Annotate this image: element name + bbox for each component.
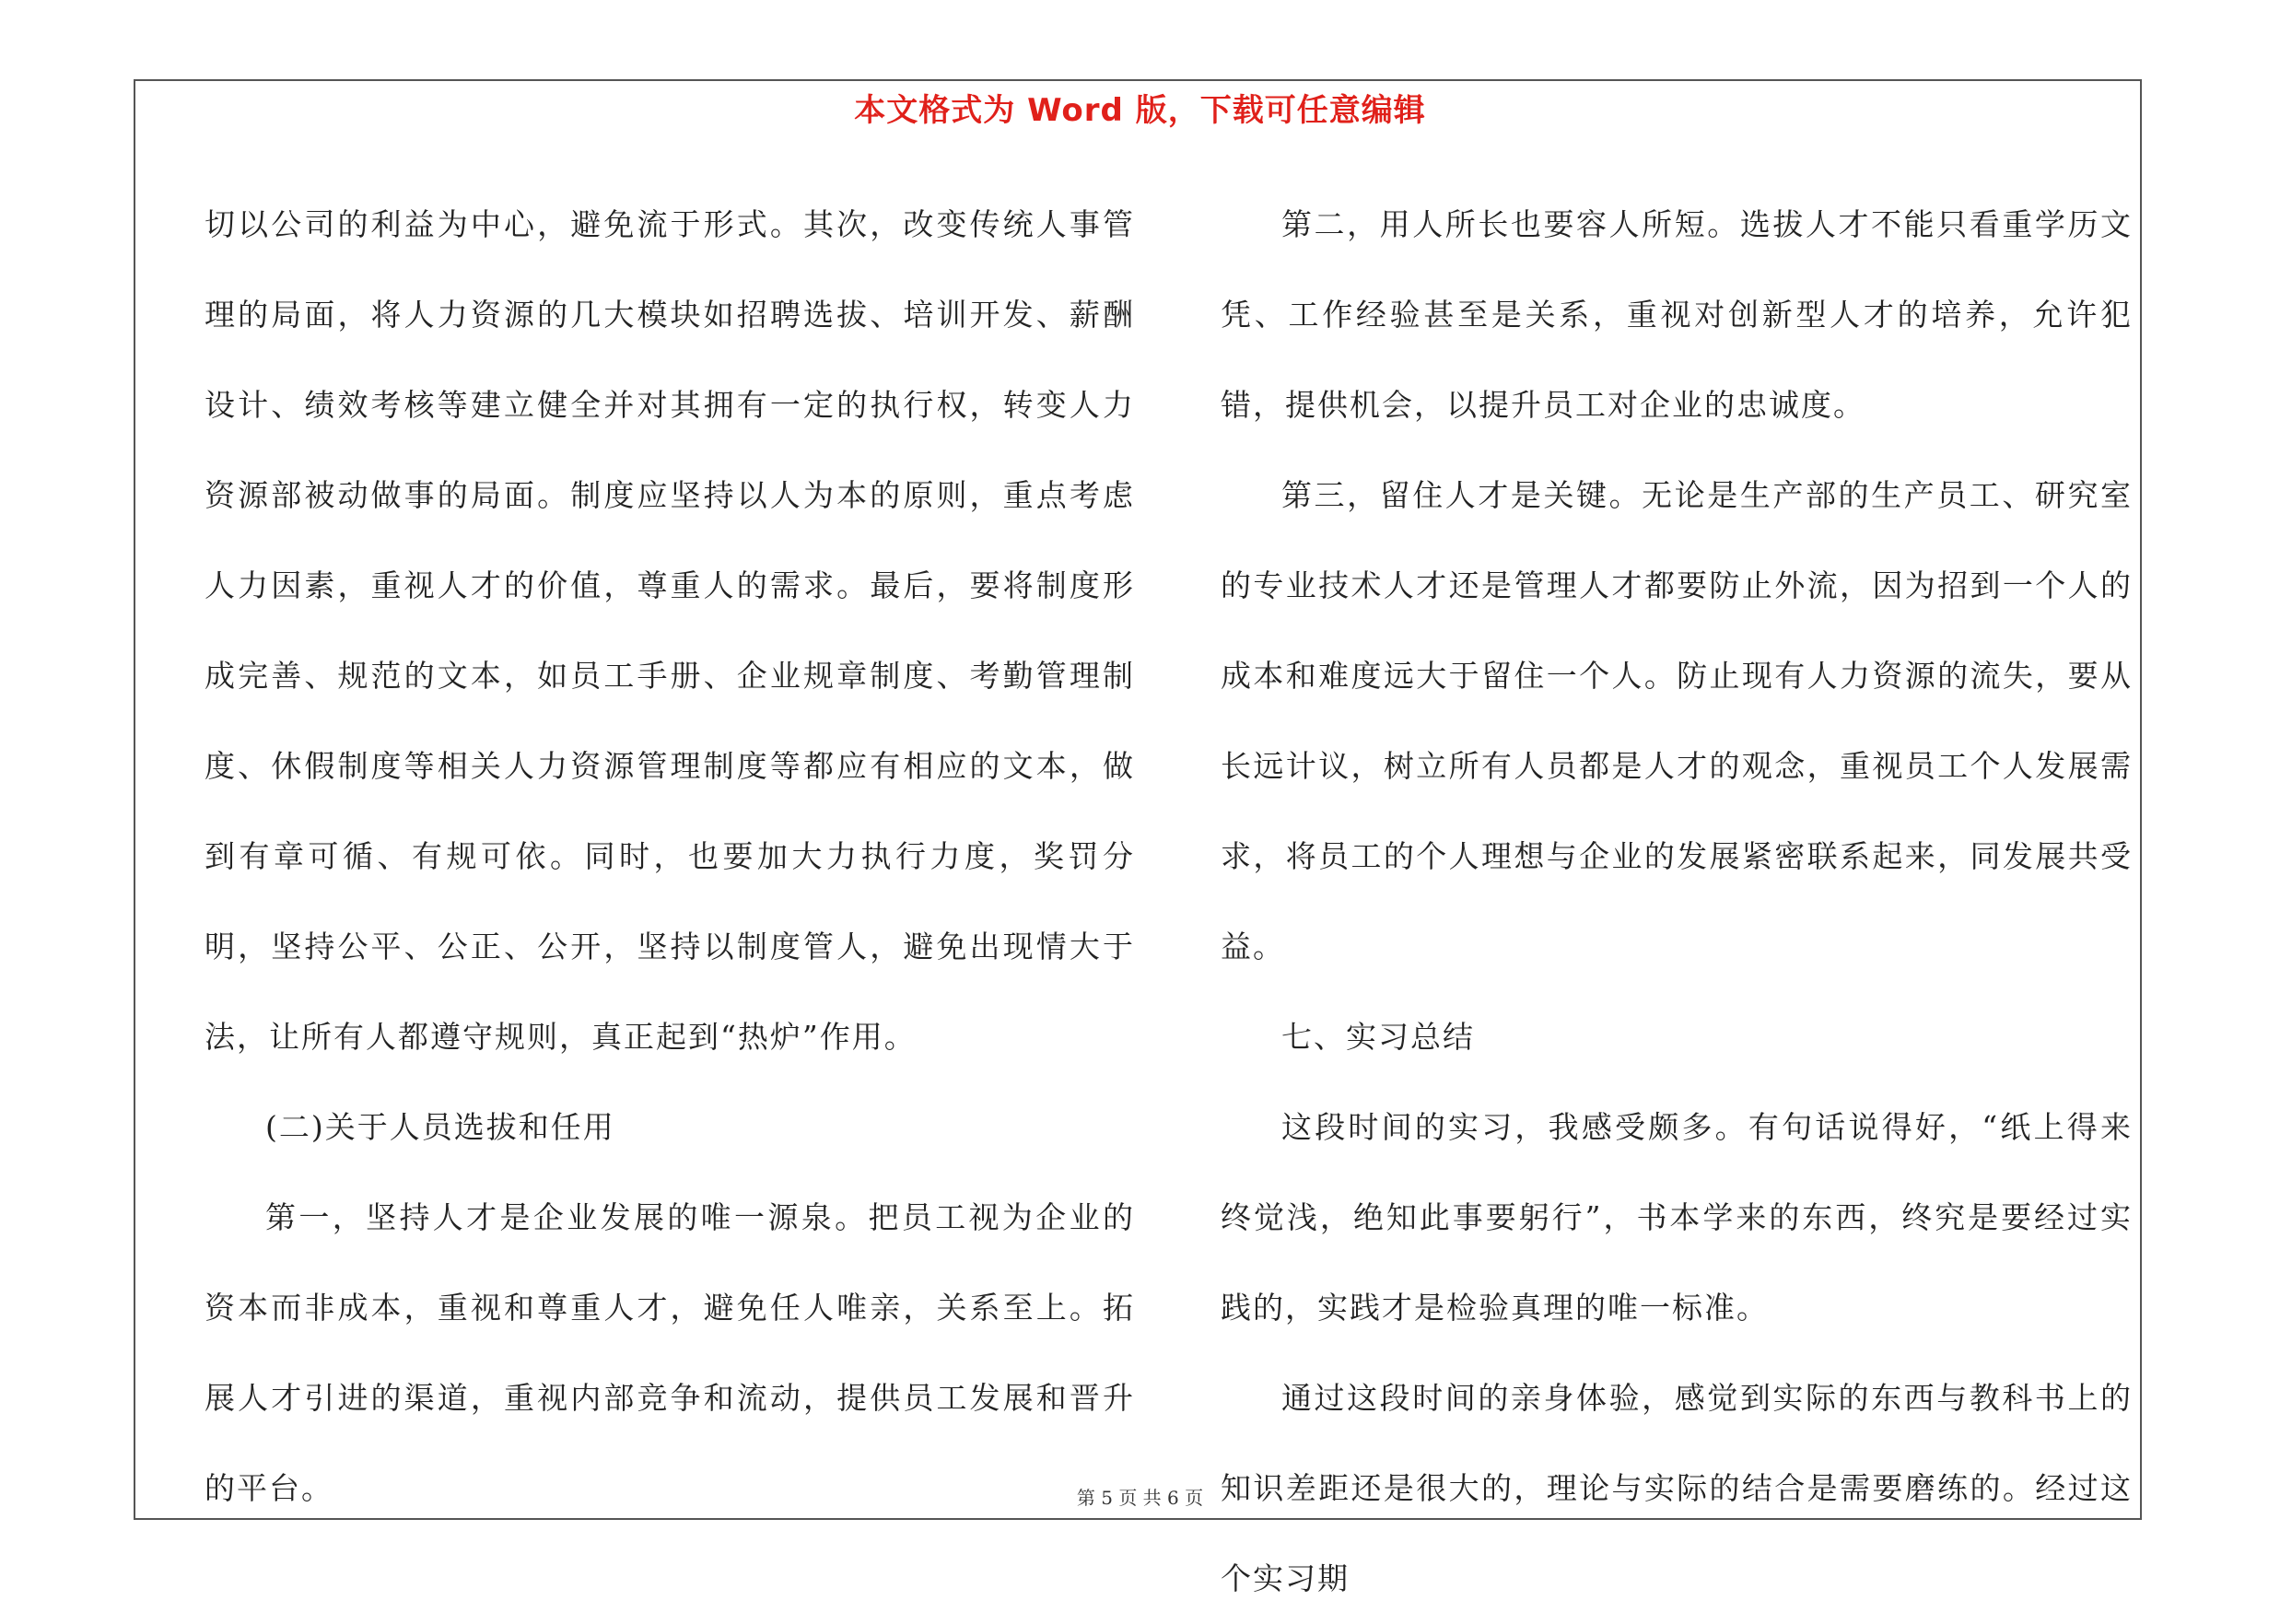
section-heading: (二)关于人员选拔和任用 bbox=[265, 1109, 615, 1145]
paragraph: 切以公司的利益为中心，避免流于形式。其次，改变传统人事管理的局面，将人力资源的几大模块如招聘选拔、培训开发、薪酬设计、绩效考核等建立健全并对其拥有一定的执行权，转变人力资源部被动做事的局面。制度应坚持以人为本的原则，重点考虑人力因素，重视人才的价值，尊重人的需求。最后，要将制度形成完善、规范的文本，如员工手册、企业规章制度、考勤管理制度、休假制度等相关人力资源管理制度等都应有相应的文本，做到有章可循、有规可依。同时，也要加大力执行力度，奖罚分明，坚持公平、公正、公开，坚持以制度管人，避免出现情大于法，让所有人都遵守规则，真正起到“热炉”作用。 bbox=[205, 206, 1135, 1055]
word-format-notice: 本文格式为 Word 版，下载可任意编辑 bbox=[854, 92, 1426, 129]
paragraph: 通过这段时间的亲身体验，感觉到实际的东西与教科书上的知识差距还是很大的，理论与实际的结合是需要磨练的。经过这个实习期 bbox=[1221, 1380, 2133, 1596]
paragraph: 这段时间的实习，我感受颇多。有句话说得好，“纸上得来终觉浅，绝知此事要躬行”，书本学来的东西，终究是要经过实践的，实践才是检验真理的唯一标准。 bbox=[1221, 1109, 2133, 1326]
paragraph: 第一，坚持人才是企业发展的唯一源泉。把员工视为企业的资本而非成本，重视和尊重人才，避免任人唯亲，关系至上。拓展人才引进的渠道，重视内部竞争和流动，提供员工发展和晋升的平台。 bbox=[205, 1199, 1135, 1506]
paragraph: 第二，用人所长也要容人所短。选拔人才不能只看重学历文凭、工作经验甚至是关系，重视对创新型人才的培养，允许犯错，提供机会，以提升员工对企业的忠诚度。 bbox=[1221, 206, 2133, 423]
right-column bbox=[1221, 180, 2151, 1624]
page-number: 第 5 页 共 6 页 bbox=[1076, 1487, 1204, 1509]
left-column bbox=[205, 180, 1135, 1534]
paragraph: 第三，留住人才是关键。无论是生产部的生产员工、研究室的专业技术人才还是管理人才都要防止外流，因为招到一个人的成本和难度远大于留住一个人。防止现有人力资源的流失，要从长远计议，树立所有人员都是人才的观念，重视员工个人发展需求，将员工的个人理想与企业的发展紧密联系起来，同发展共受益。 bbox=[1221, 477, 2133, 964]
section-heading: 七、实习总结 bbox=[1281, 1019, 1475, 1055]
